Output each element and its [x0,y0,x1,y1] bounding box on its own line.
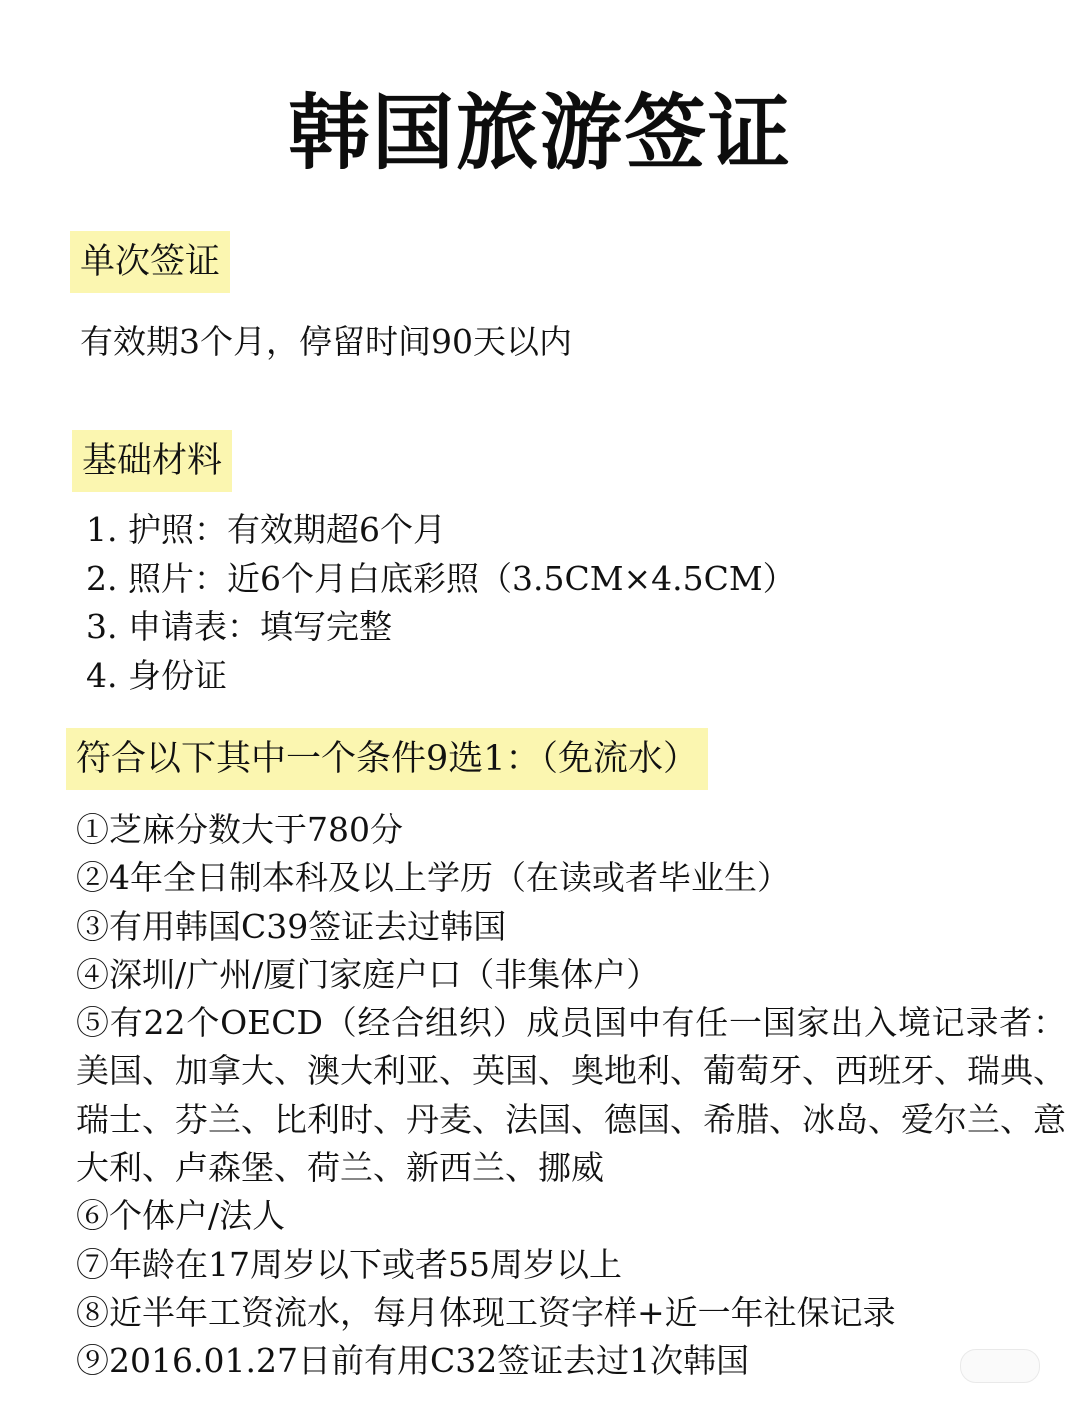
single-visa-description: 有效期3个月，停留时间90天以内 [80,322,572,361]
watermark-logo [960,1349,1040,1383]
list-item: 4. 身份证 [86,655,227,695]
materials-list [86,506,796,700]
list-item: ⑨2016.01.27日前有用C32签证去过1次韩国 [76,1341,750,1381]
list-item: ①芝麻分数大于780分 [76,810,403,849]
section-heading-single-visa: 单次签证 [70,231,230,293]
list-item: 1. 护照：有效期超6个月 [86,510,446,549]
list-item: ⑥个体户/法人 [76,1196,286,1236]
list-item: 3. 申请表：填写完整 [86,607,392,646]
list-item: ②4年全日制本科及以上学历（在读或者毕业生） [76,858,790,898]
list-item [76,999,1066,1192]
list-item: ⑦年龄在17周岁以下或者55周岁以上 [76,1244,622,1284]
list-item-text: ⑤有22个OECD（经合组织）成员国中有任一国家出入境记录者：美国、加拿大、澳大利亚、英国、奥地利、葡萄牙、西班牙、瑞典、瑞士、芬兰、比利时、丹麦、法国、德国、希腊、冰岛、爱尔兰、意大利、卢森堡、荷兰、新西兰、挪威 [76,1003,1066,1188]
list-item: ⑧近半年工资流水，每月体现工资字样+近一年社保记录 [76,1292,896,1332]
list-item: 2. 照片：近6个月白底彩照（3.5CM×4.5CM） [86,558,796,598]
list-item: ④深圳/广州/厦门家庭户口（非集体户） [76,954,660,994]
section-heading-conditions: 符合以下其中一个条件9选1：（免流水） [66,728,708,790]
list-item: ③有用韩国C39签证去过韩国 [76,906,507,946]
section-heading-basic-materials: 基础材料 [72,430,232,492]
page-title: 韩国旅游签证 [287,86,792,181]
conditions-list [76,806,1066,1386]
